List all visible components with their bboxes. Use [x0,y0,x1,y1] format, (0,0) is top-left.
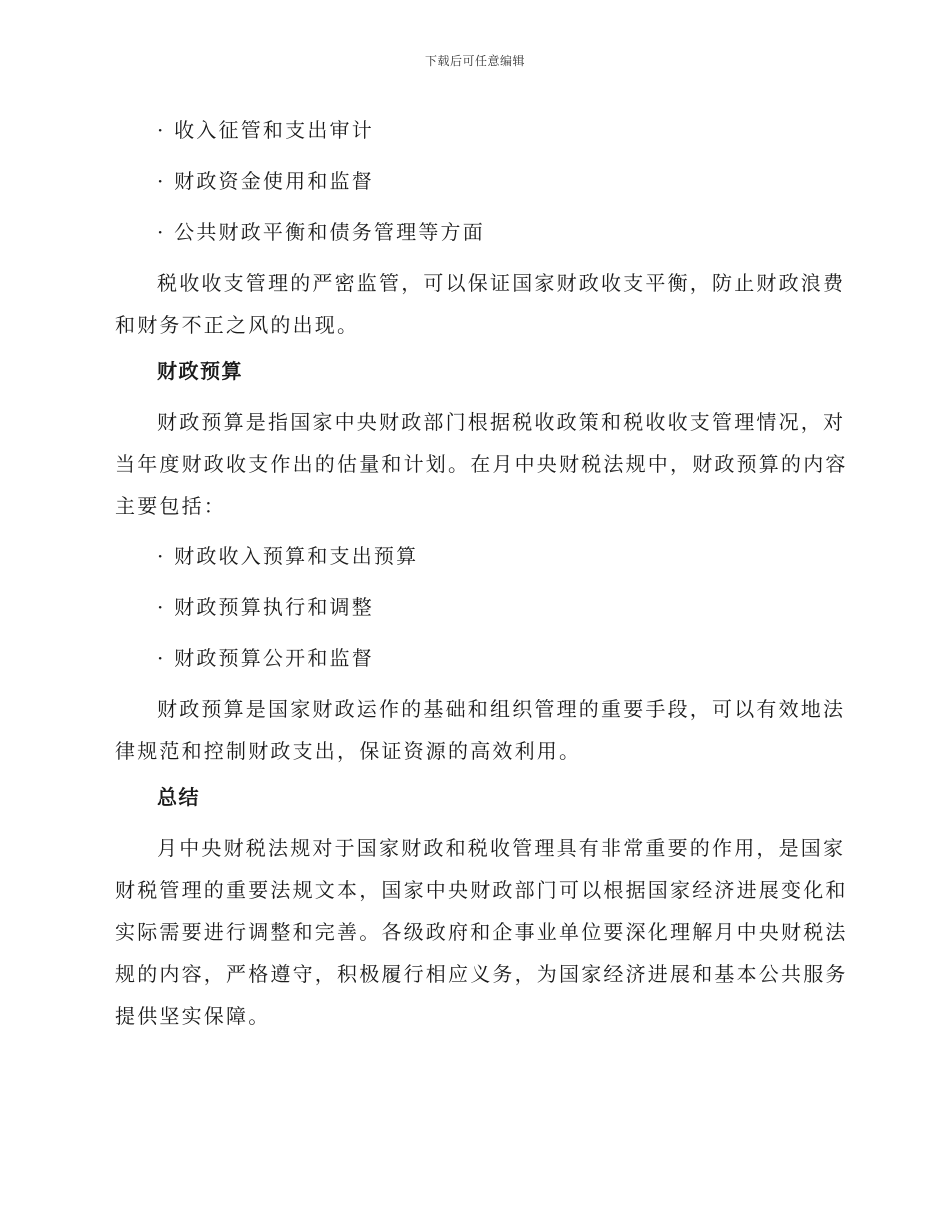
list-item: · 财政预算公开和监督 [157,646,374,670]
paragraph-line: 当年度财政收支作出的估量和计划。在月中央财税法规中，财政预算的内容 [115,452,848,476]
paragraph-line: 月中央财税法规对于国家财政和税收管理具有非常重要的作用，是国家 [157,836,846,860]
section-heading-budget: 财政预算 [157,359,243,383]
paragraph-line: 财政预算是指国家中央财政部门根据税收政策和税收收支管理情况，对 [157,410,846,434]
page-header: 下载后可任意编辑 [424,54,525,68]
list-item: · 财政收入预算和支出预算 [157,544,419,568]
paragraph-line: 实际需要进行调整和完善。各级政府和企事业单位要深化理解月中央财税法 [115,920,848,944]
list-item: · 财政资金使用和监督 [157,169,374,193]
paragraph-line: 和财务不正之风的出现。 [115,313,360,337]
list-item: · 收入征管和支出审计 [157,118,374,142]
list-item: · 财政预算执行和调整 [157,595,374,619]
paragraph-line: 财税管理的重要法规文本，国家中央财政部门可以根据国家经济进展变化和 [115,878,848,902]
paragraph-line: 提供坚实保障。 [115,1004,271,1028]
paragraph-line: 财政预算是国家财政运作的基础和组织管理的重要手段，可以有效地法 [157,697,846,721]
paragraph-line: 主要包括： [115,494,226,518]
section-heading-summary: 总结 [157,785,200,809]
list-item: · 公共财政平衡和债务管理等方面 [157,220,485,244]
paragraph-line: 规的内容，严格遵守，积极履行相应义务，为国家经济进展和基本公共服务 [115,962,848,986]
paragraph-line: 税收收支管理的严密监管，可以保证国家财政收支平衡，防止财政浪费 [157,271,846,295]
paragraph-line: 律规范和控制财政支出，保证资源的高效利用。 [115,739,582,763]
document-body [115,105,848,1037]
